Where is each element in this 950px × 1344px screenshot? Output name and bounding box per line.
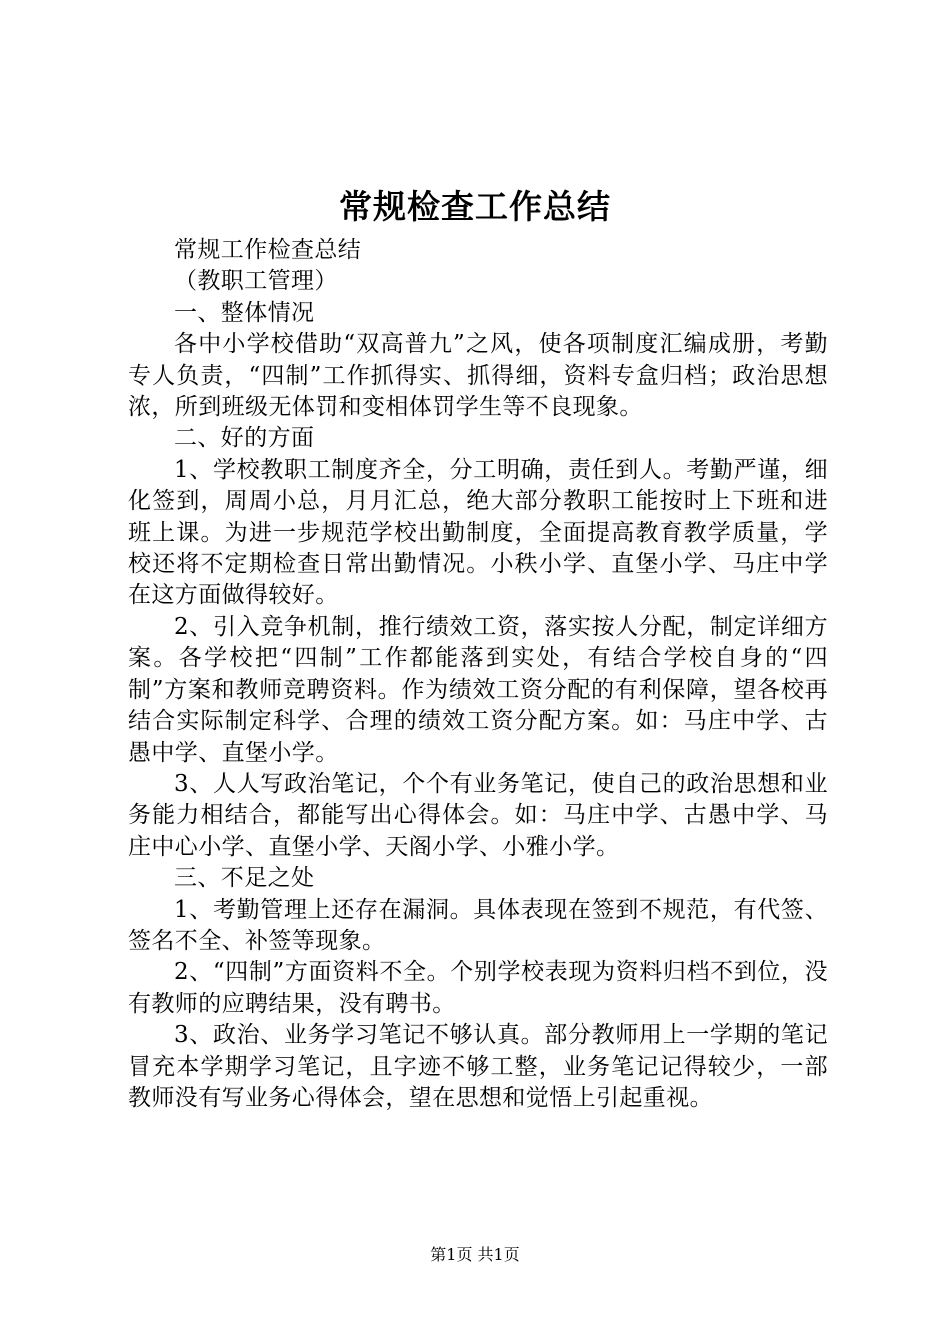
paragraph-strength-3: 3、人人写政治笔记，个个有业务笔记，使自己的政治思想和业务能力相结合，都能写出心得体会。如：马庄中学、古愚中学、马庄中心小学、直堡小学、天阁小学、小雅小学。 — [128, 770, 828, 860]
section-heading-strengths: 二、好的方面 — [174, 425, 315, 452]
paragraph-strength-2: 2、引入竞争机制，推行绩效工资，落实按人分配，制定详细方案。各学校把“四制”工作都能落到实处，有结合学校自身的“四制”方案和教师竞聘资料。作为绩效工资分配的有利保障，望各校再结合实际制定科学、合理的绩效工资分配方案。如：马庄中学、古愚中学、直堡小学。 — [128, 613, 828, 766]
document-body — [128, 235, 828, 1114]
paragraph-strength-1: 1、学校教职工制度齐全，分工明确，责任到人。考勤严谨，细化签到，周周小总，月月汇总，绝大部分教职工能按时上下班和进班上课。为进一步规范学校出勤制度，全面提高教育教学质量，学校还将不定期检查日常出勤情况。小秩小学、直堡小学、马庄中学在这方面做得较好。 — [128, 456, 828, 609]
document-title: 常规检查工作总结 — [339, 187, 611, 226]
paragraph-weakness-2: 2、“四制”方面资料不全。个别学校表现为资料归档不到位，没有教师的应聘结果，没有聘书。 — [128, 959, 828, 1017]
paragraph-weakness-1: 1、考勤管理上还存在漏洞。具体表现在签到不规范，有代签、签名不全、补签等现象。 — [128, 896, 828, 954]
subtitle-category: （教职工管理） — [174, 268, 338, 295]
section-heading-weaknesses: 三、不足之处 — [174, 865, 315, 892]
paragraph-overall: 各中小学校借助“双高普九”之风，使各项制度汇编成册，考勤专人负责，“四制”工作抓得实、抓得细，资料专盒归档；政治思想浓，所到班级无体罚和变相体罚学生等不良现象。 — [128, 331, 828, 421]
section-heading-overall: 一、整体情况 — [174, 299, 315, 326]
paragraph-weakness-3: 3、政治、业务学习笔记不够认真。部分教师用上一学期的笔记冒充本学期学习笔记，且字迹不够工整，业务笔记记得较少，一部教师没有写业务心得体会，望在思想和觉悟上引起重视。 — [128, 1022, 828, 1111]
page-footer: 第1页 共1页 — [430, 1245, 520, 1264]
subtitle: 常规工作检查总结 — [174, 237, 362, 263]
